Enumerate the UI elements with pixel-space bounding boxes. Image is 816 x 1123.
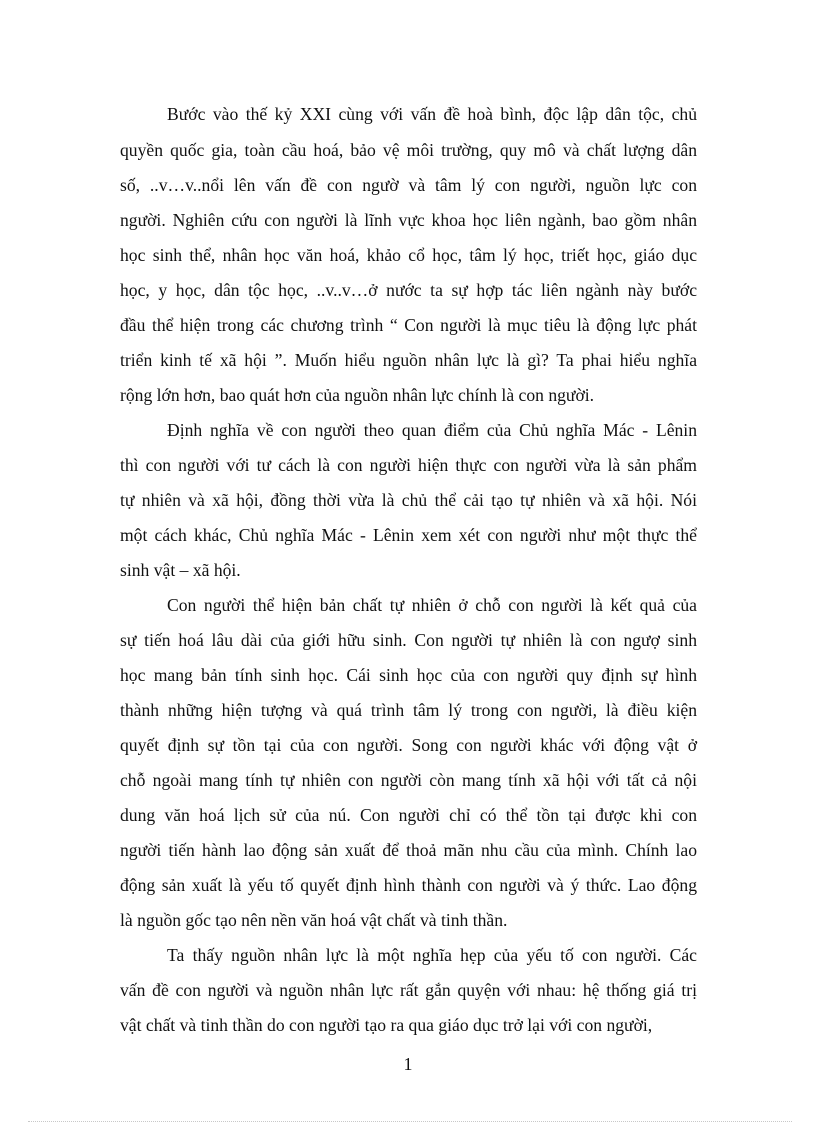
text-line: triển kinh tế xã hội ”. Muốn hiểu nguồn nhân lực là gì? Ta phai hiểu nghĩa [120, 350, 697, 370]
text-line: dung văn hoá lịch sử của nú. Con người chỉ có thể tồn tại được khi con [120, 805, 697, 825]
text-line: Định nghĩa về con người theo quan điểm của Chủ nghĩa Mác - Lênin [167, 420, 697, 440]
text-line: động sản xuất là yếu tố quyết định hình thành con người và ý thức. Lao động [120, 875, 697, 895]
text-line: chỗ ngoài mang tính tự nhiên con người còn mang tính xã hội với tất cả nội [120, 770, 697, 790]
text-line: học sinh thể, nhân học văn hoá, khảo cổ học, tâm lý học, triết học, giáo dục [120, 245, 697, 265]
text-line: Con người thể hiện bản chất tự nhiên ở chỗ con người là kết quả của [167, 595, 697, 615]
text-line: số, ..v…v..nổi lên vấn đề con ngườ và tâm lý con người, nguồn lực con [120, 175, 697, 195]
text-line: quyết định sự tồn tại của con người. Song con người khác với động vật ở [120, 735, 697, 755]
text-line: học mang bản tính sinh học. Cái sinh học của con người quy định sự hình [120, 665, 697, 685]
text-line: người tiến hành lao động sản xuất để thoả mãn nhu cầu của mình. Chính lao [120, 840, 697, 860]
text-line: sinh vật – xã hội. [120, 560, 241, 580]
page-number: 1 [403, 1054, 413, 1074]
text-line: một cách khác, Chủ nghĩa Mác - Lênin xem xét con người như một thực thể [120, 525, 697, 545]
text-line: tự nhiên và xã hội, đồng thời vừa là chủ thể cải tạo tự nhiên và xã hội. Nói [120, 490, 697, 510]
text-line: vật chất và tinh thần do con người tạo ra qua giáo dục trở lại với con người, [120, 1015, 653, 1035]
text-line: thành những hiện tượng và quá trình tâm lý trong con người, là điều kiện [120, 700, 697, 720]
text-line: sự tiến hoá lâu dài của giới hữu sinh. Con người tự nhiên là con ngượ sinh [120, 630, 697, 650]
text-line: Ta thấy nguồn nhân lực là một nghĩa hẹp của yếu tố con người. Các [167, 945, 697, 965]
text-line: đầu thể hiện trong các chương trình “ Con người là mục tiêu là động lực phát [120, 315, 697, 335]
text-line: quyền quốc gia, toàn cầu hoá, bảo vệ môi trường, quy mô và chất lượng dân [120, 140, 697, 160]
text-line: thì con người với tư cách là con người hiện thực con người vừa là sản phẩm [120, 455, 697, 475]
text-line: là nguồn gốc tạo nên nền văn hoá vật chất và tinh thần. [120, 910, 508, 930]
page-bottom-divider [28, 1121, 792, 1122]
text-line: Bước vào thế kỷ XXI cùng với vấn đề hoà bình, độc lập dân tộc, chủ [167, 104, 697, 124]
text-line: rộng lớn hơn, bao quát hơn của nguồn nhân lực chính là con người. [120, 385, 595, 405]
text-line: học, y học, dân tộc học, ..v..v…ở nước ta sự hợp tác liên ngành này bước [120, 280, 697, 300]
text-line: vấn đề con người và nguồn nhân lực rất gắn quyện với nhau: hệ thống giá trị [120, 980, 697, 1000]
text-line: người. Nghiên cứu con người là lĩnh vực khoa học liên ngành, bao gồm nhân [120, 210, 697, 230]
